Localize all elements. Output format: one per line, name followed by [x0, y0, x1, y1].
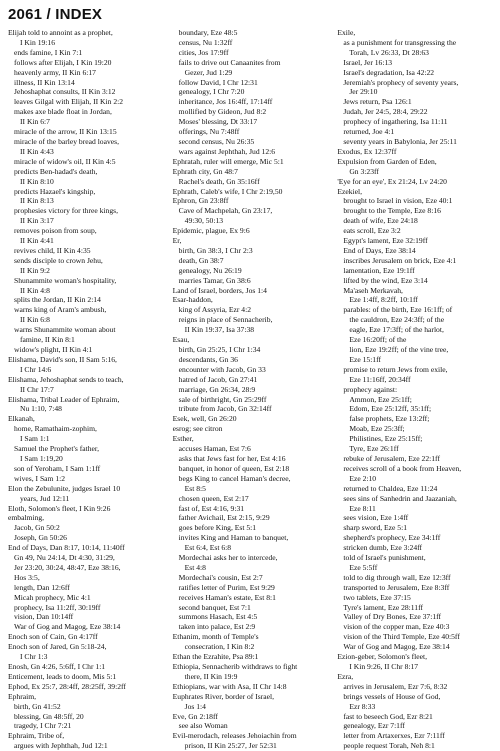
index-entry: Elkanah, [8, 414, 35, 424]
index-subentry: II Chr 17:7 [20, 384, 54, 394]
index-subentry: death, Gn 38:7 [178, 255, 224, 265]
index-entry: Er, [172, 236, 182, 246]
index-subentry: Micah prophecy, Mic 4:1 [14, 592, 91, 602]
index-entry: Evil-merodach, releases Jehoiachin from [172, 731, 297, 741]
index-subentry: warns king of Aram's ambush, [14, 305, 107, 315]
index-subentry: argues with Jephthah, Jud 12:1 [14, 741, 108, 751]
index-entry: embalming, [8, 513, 45, 523]
index-subentry: transported to Jerusalem, Eze 8:3ff [343, 582, 450, 592]
index-subentry: brings vessels of House of God, [343, 691, 441, 701]
index-subentry: Ma'aseh Merkavah, [343, 285, 403, 295]
index-subentry: prophecy, Isa 11:2ff, 30:19ff [14, 602, 101, 612]
index-subentry: Gn 49, Nu 24:14, Dt 4:30, 31:29, [14, 553, 115, 563]
index-entry: Elishama, Jehoshaphat sends to teach, [8, 374, 124, 384]
index-subentry: splits the Jordan, II Kin 2:14 [14, 295, 101, 305]
index-subentry: I Sam 1:1 [20, 434, 50, 444]
index-subentry: Joseph, Gn 50:26 [14, 533, 67, 543]
index-entry: Ephrath, Caleb's wife, I Chr 2:19,50 [172, 186, 283, 196]
index-subentry: Nu 1:10, 7:48 [20, 404, 62, 414]
index-entry: Euphrates River, border of Israel, [172, 691, 274, 701]
index-entry: Ephratah, ruler will emerge, Mic 5:1 [172, 156, 284, 166]
index-subentry: eats scroll, Eze 3:2 [343, 226, 401, 236]
index-entry: Ezekiel, [337, 186, 362, 196]
index-subentry: makes axe blade float in Jordan, [14, 107, 112, 117]
index-subentry: II Kin 19:37, Isa 37:38 [184, 325, 255, 335]
index-entry: Elijah told to annoint as a prophet, [8, 28, 113, 37]
index-subentry: genealogy, I Chr 7:20 [178, 87, 245, 97]
header-separator: / [42, 6, 56, 23]
index-subentry: predicts Ben-hadad's death, [14, 166, 98, 176]
index-subentry: tribute from Jacob, Gn 32:14ff [178, 404, 272, 414]
index-entry: Exodus, Ex 12:37ff [337, 146, 397, 156]
index-subentry: years, Jud 12:11 [20, 493, 70, 503]
index-subentry: eagle, Eze 17:3ff; of the harlot, [349, 325, 444, 335]
index-entry: Ephrath city, Gn 48:7 [172, 166, 238, 176]
index-subentry: letter from Artaxerxes, Ezr 7:11ff [343, 731, 445, 741]
index-subentry: Shunammite woman's hospitality, [14, 275, 117, 285]
index-subentry: Jacob, Gn 50:2 [14, 523, 60, 533]
index-subentry: brought to Israel in vision, Eze 40:1 [343, 196, 453, 206]
index-column-3 [337, 28, 492, 751]
index-subentry: told of Israel's punishment, [343, 553, 426, 563]
index-subentry: birth, Gn 25:25, I Chr 1:34 [178, 345, 261, 354]
index-subentry: predicts Hazael's kingship, [14, 186, 96, 196]
index-entry: Esek, well, Gn 26:20 [172, 414, 237, 424]
index-subentry: 49:30, 50:13 [184, 216, 224, 226]
index-subentry: II Kin 8:13 [20, 196, 54, 206]
index-entry: 'Eye for an eye', Ex 21:24, Lv 24:20 [337, 176, 447, 186]
index-subentry: consecration, I Kin 8:2 [184, 642, 255, 652]
index-entry: Esau, [172, 335, 190, 345]
index-subentry: false prophets, Eze 13:2ff; [349, 414, 430, 424]
index-entry: Ezion-geber, Solomon's fleet, [337, 652, 427, 662]
index-subentry: receives Haman's estate, Est 8:1 [178, 592, 276, 602]
index-subentry: Hos 3:5, [14, 572, 40, 582]
page-number: 2061 [8, 6, 43, 23]
index-subentry: stricken dumb, Eze 3:24ff [343, 543, 423, 553]
index-subentry: prophecy of ingathering, Isa 11:11 [343, 117, 448, 127]
index-subentry: arrives in Jerusalem, Ezr 7:6, 8:32 [343, 681, 448, 691]
index-subentry: death of wife, Eze 24:18 [343, 216, 418, 226]
index-subentry: mollified by Gideon, Jud 8:2 [178, 107, 267, 117]
index-subentry: accuses Haman, Est 7:6 [178, 444, 251, 454]
index-entry: Esar-haddon, [172, 295, 213, 305]
index-subentry: I Kin 9:26, II Chr 8:17 [349, 662, 419, 671]
index-subentry: the cauldron, Eze 24:3ff; of the [349, 315, 445, 325]
index-subentry: revives child, II Kin 4:35 [14, 245, 91, 255]
index-subentry: vision, Dan 10:14ff [14, 612, 74, 622]
index-subentry: birth, Gn 38:3, I Chr 2:3 [178, 245, 253, 255]
index-entry: Ezra, [337, 671, 354, 681]
index-subentry: Jer 23:20, 30:24, 48:47, Eze 38:16, [14, 562, 121, 572]
index-entry: Elon the Zebulunite, judges Israel 10 [8, 483, 121, 493]
index-subentry: fast to beseech God, Ezr 8:21 [343, 711, 433, 721]
index-entry: Enoch son of Jared, Gn 5:18-24, [8, 642, 107, 652]
index-subentry: Torah, Lv 26:33, Dt 28:63 [349, 47, 429, 57]
index-subentry: warns Shunammite woman about [14, 325, 116, 335]
index-subentry: ratifies letter of Purim, Est 9:29 [178, 582, 275, 592]
index-subentry: War of Gog and Magog, Eze 38:14 [343, 642, 450, 652]
index-subentry: Eze 1:4ff, 8:2ff, 10:1ff [349, 295, 418, 305]
index-subentry: Gezer, Jud 1:29 [184, 67, 233, 77]
index-subentry: descendants, Gn 36 [178, 354, 238, 364]
index-subentry: Eze 15:1ff [349, 354, 382, 364]
index-subentry: blessing, Gn 48:5ff, 20 [14, 711, 84, 721]
index-subentry: leaves Gilgal with Elijah, II Kin 2:2 [14, 97, 124, 107]
index-subentry: genealogy, Ezr 7:1ff [343, 721, 405, 731]
index-entry: Eve, Gn 2:18ff [172, 711, 218, 721]
index-subentry: II Kin 6:8 [20, 315, 50, 325]
index-subentry: War of Gog and Magog, Eze 38:14 [14, 622, 121, 632]
index-subentry: miracle of the barley bread loaves, [14, 136, 119, 146]
index-subentry: fails to drive out Canaanites from [178, 57, 281, 67]
index-subentry: miracle of the arrow, II Kin 13:15 [14, 127, 117, 137]
index-subentry: Ammon, Eze 25:1ff; [349, 394, 412, 404]
index-subentry: sale of birthright, Gn 25:29ff [178, 394, 267, 404]
index-subentry: Philistines, Eze 25:15ff; [349, 434, 423, 444]
index-entry: Exile, [337, 28, 356, 37]
index-subentry: sees sins of Sanhedrin and Jaazaniah, [343, 493, 457, 503]
index-subentry: birth, Gn 41:52 [14, 701, 61, 711]
index-column-2 [173, 28, 328, 751]
index-subentry: II Kin 4:43 [20, 146, 54, 156]
index-entry: Elishama, David's son, II Sam 5:16, [8, 354, 117, 364]
index-column-1 [8, 28, 163, 751]
index-subentry: rebuke of Jerusalem, Eze 22:1ff [343, 453, 440, 463]
index-subentry: Est 4:8 [184, 562, 206, 572]
index-subentry: vision of the copper man, Eze 40:3 [343, 622, 450, 632]
index-subentry: Edom, Eze 25:12ff, 35:1ff; [349, 404, 432, 414]
index-subentry: End of Days, Eze 38:14 [343, 245, 416, 255]
index-subentry: promise to return Jews from exile, [343, 364, 448, 374]
index-subentry: offerings, Nu 7:48ff [178, 127, 240, 137]
index-subentry: Judah, Jer 24:5, 28:4, 29:22 [343, 107, 428, 117]
index-entry: esrog; see citron [172, 424, 223, 434]
index-entry: Enosh, Gn 4:26, 5:6ff, I Chr 1:1 [8, 662, 106, 671]
index-subentry: home, Ramathaim-zophim, [14, 424, 97, 434]
index-subentry: sends disciple to crown Jehu, [14, 255, 103, 265]
index-subentry: Rachel's death, Gn 35:16ff [178, 176, 260, 186]
index-subentry: II Kin 3:17 [20, 216, 54, 226]
index-subentry: census, Nu 1:32ff [178, 37, 233, 47]
index-subentry: second banquet, Est 7:1 [178, 602, 251, 612]
index-subentry: Moses' blessing, Dt 33:17 [178, 117, 258, 127]
index-subentry: Tyre, Eze 26:1ff [349, 444, 399, 454]
index-subentry: father Avichail, Est 2:15, 9:29 [178, 513, 270, 523]
index-entry: Ephraim, Tribe of, [8, 731, 65, 741]
index-subentry: I Chr 1:3 [20, 652, 48, 662]
index-subentry: summons Hasach, Est 4:5 [178, 612, 258, 622]
index-subentry: encounter with Jacob, Gn 33 [178, 364, 266, 374]
index-subentry: told to dig through wall, Eze 12:3ff [343, 572, 451, 582]
index-subentry: Jeremiah's prophecy of seventy years, [343, 77, 459, 87]
index-entry: Esther, [172, 434, 194, 444]
index-entry: Expulsion from Garden of Eden, [337, 156, 437, 166]
index-entry: Epidemic, plague, Ex 9:6 [172, 226, 250, 236]
index-entry: Land of Israel, borders, Jos 1:4 [172, 285, 267, 295]
index-subentry: I Chr 14:6 [20, 364, 52, 374]
index-subentry: Eze 16:20ff; of the [349, 335, 407, 345]
index-subentry: Moab, Eze 25:3ff; [349, 424, 405, 434]
index-subentry: I Sam 1:19,20 [20, 453, 63, 463]
index-subentry: Cave of Machpelah, Gn 23:17, [178, 206, 273, 216]
index-subentry: Jer 29:10 [349, 87, 378, 97]
index-subentry: Eze 5:5ff [349, 562, 378, 572]
index-subentry: wars against Jephthah, Jud 12:6 [178, 146, 276, 156]
index-entry: Elishama, Tribal Leader of Ephraim, [8, 394, 120, 404]
index-subentry: lion, Eze 19:2ff; of the vine tree, [349, 345, 449, 354]
index-subentry: vision of the Third Temple, Eze 40:5ff [343, 632, 460, 642]
index-subentry: Est 6:4, Est 6:8 [184, 543, 232, 553]
index-subentry: see also Woman [178, 721, 228, 731]
index-subentry: Valley of Dry Bones, Eze 37:1ff [343, 612, 442, 622]
index-subentry: brought to the Temple, Eze 8:16 [343, 206, 441, 216]
index-subentry: reigns in place of Sennacherib, [178, 315, 273, 325]
index-subentry: two tablets, Eze 37:15 [343, 592, 411, 602]
page-header [8, 4, 492, 26]
index-subentry: hatred of Jacob, Gn 27:41 [178, 374, 258, 384]
index-subentry: taken into palace, Est 2:9 [178, 622, 256, 632]
index-subentry: Jews return, Psa 126:1 [343, 97, 412, 107]
index-subentry: Est 8:5 [184, 483, 206, 493]
index-subentry: Mordechai asks her to intercede, [178, 553, 278, 563]
index-subentry: Eze 8:11 [349, 503, 376, 513]
index-subentry: II Kin 6:7 [20, 117, 50, 127]
index-subentry: goes before King, Est 5:1 [178, 523, 257, 533]
index-subentry: son of Yeroham, I Sam 1:1ff [14, 463, 101, 473]
index-subentry: returned, Joe 4:1 [343, 127, 395, 137]
index-subentry: parables: of the birth, Eze 16:1ff; of [343, 305, 453, 315]
index-subentry: receives scroll of a book from Heaven, [343, 463, 462, 473]
index-subentry: ends famine, I Kin 7:1 [14, 47, 83, 57]
index-subentry: as a punishment for transgressing the [343, 37, 457, 47]
index-subentry: lamentation, Eze 19:1ff [343, 265, 415, 275]
index-subentry: Jos 1:4 [184, 701, 206, 711]
index-subentry: Tyre's lament, Eze 28:11ff [343, 602, 424, 612]
index-subentry: tragedy, I Chr 7:21 [14, 721, 72, 731]
index-subentry: invites King and Haman to banquet, [178, 533, 289, 543]
index-subentry: there, II Kin 19:9 [184, 671, 238, 681]
index-subentry: prison, II Kin 25:27, Jer 52:31 [184, 741, 277, 751]
index-subentry: sees vision, Eze 1:4ff [343, 513, 409, 523]
section-title: INDEX [55, 6, 103, 23]
index-subentry: people request Torah, Neh 8:1 [343, 741, 435, 751]
index-subentry: heavenly army, II Kin 6:17 [14, 67, 96, 77]
index-subentry: II Kin 4:8 [20, 285, 50, 295]
index-subentry: II Kin 8:10 [20, 176, 54, 186]
index-entry: Ethiopia, Sennacherib withdraws to fight [172, 662, 298, 671]
index-subentry: famine, II Kin 8:1 [20, 335, 75, 345]
index-subentry: II Kin 4:41 [20, 236, 54, 246]
index-entry: End of Days, Dan 8:17, 10:14, 11:40ff [8, 543, 125, 553]
index-entry: Eloth, Solomon's fleet, I Kin 9:26 [8, 503, 111, 513]
index-subentry: banquet, in honor of queen, Est 2:18 [178, 463, 290, 473]
index-subentry: asks that Jews fast for her, Est 4:16 [178, 453, 286, 463]
index-subentry: prophecy against: [343, 384, 398, 394]
index-subentry: removes poison from soup, [14, 226, 97, 236]
index-subentry: sharp sword, Eze 5:1 [343, 523, 408, 533]
index-subentry: Ezr 8:33 [349, 701, 376, 711]
index-entry: Enticement, leads to doom, Mis 5:1 [8, 671, 117, 681]
index-subentry: genealogy, Nu 26:19 [178, 265, 242, 275]
index-subentry: illness, II Kin 13:14 [14, 77, 75, 87]
index-subentry: marriage, Gn 26:34, 28:9 [178, 384, 256, 394]
index-entry: Enoch son of Cain, Gn 4:17ff [8, 632, 98, 642]
index-subentry: Mordechai's cousin, Est 2:7 [178, 572, 263, 582]
index-subentry: king of Assyria, Ezr 4:2 [178, 305, 251, 315]
index-subentry: length, Dan 12:6ff [14, 582, 70, 592]
index-subentry: Gn 3:23ff [349, 166, 379, 176]
index-subentry: widow's plight, II Kin 4:1 [14, 345, 93, 354]
index-subentry: II Kin 9:2 [20, 265, 50, 275]
index-subentry: wives, I Sam 1:2 [14, 473, 66, 483]
index-subentry: Egypt's lament, Eze 32:19ff [343, 236, 428, 246]
index-entry: Ephraim, [8, 691, 37, 701]
index-columns [8, 28, 492, 751]
index-subentry: marries Tamar, Gn 38:6 [178, 275, 251, 285]
index-subentry: Eze 2:10 [349, 473, 377, 483]
index-entry: Ephron, Gn 23:8ff [172, 196, 229, 206]
index-subentry: Samuel the Prophet's father, [14, 444, 99, 454]
index-subentry: miracle of widow's oil, II Kin 4:5 [14, 156, 116, 166]
index-subentry: Israel, Jer 16:13 [343, 57, 393, 67]
index-subentry: I Kin 19:16 [20, 37, 56, 47]
index-entry: Ephod, Ex 25:7, 28:4ff, 28:25ff, 39:2ff [8, 681, 126, 691]
index-subentry: seventy years in Babylonia, Jer 25:11 [343, 136, 457, 146]
index-subentry: Israel's degradation, Isa 42:22 [343, 67, 435, 77]
index-entry: Ethanim, month of Temple's [172, 632, 259, 642]
index-subentry: lifted by the wind, Eze 3:14 [343, 275, 428, 285]
index-subentry: Eze 11:16ff, 20:34ff [349, 374, 411, 384]
index-entry: Ethiopians, war with Asa, II Chr 14:8 [172, 681, 287, 691]
index-subentry: second census, Nu 26:35 [178, 136, 255, 146]
index-entry: Ethan the Ezrahite, Psa 89:1 [172, 652, 259, 662]
index-subentry: fast of, Est 4:16, 9:31 [178, 503, 245, 513]
index-subentry: shepherd's prophecy, Eze 34:1ff [343, 533, 441, 543]
index-subentry: cities, Jos 17:9ff [178, 47, 229, 57]
index-subentry: inheritance, Jos 16:4ff, 17:14ff [178, 97, 273, 107]
index-subentry: boundary, Eze 48:5 [178, 28, 238, 37]
index-subentry: follow David, I Chr 12:31 [178, 77, 258, 87]
index-subentry: prophesies victory for three kings, [14, 206, 118, 216]
index-subentry: Jehoshaphat consults, II Kin 3:12 [14, 87, 116, 97]
index-subentry: inscribes Jerusalem on brick, Eze 4:1 [343, 255, 457, 265]
index-subentry: follows after Elijah, I Kin 19:20 [14, 57, 112, 67]
index-subentry: begs King to cancel Haman's decree, [178, 473, 291, 483]
index-subentry: chosen queen, Est 2:17 [178, 493, 249, 503]
index-subentry: returned to Chaldea, Eze 11:24 [343, 483, 438, 493]
